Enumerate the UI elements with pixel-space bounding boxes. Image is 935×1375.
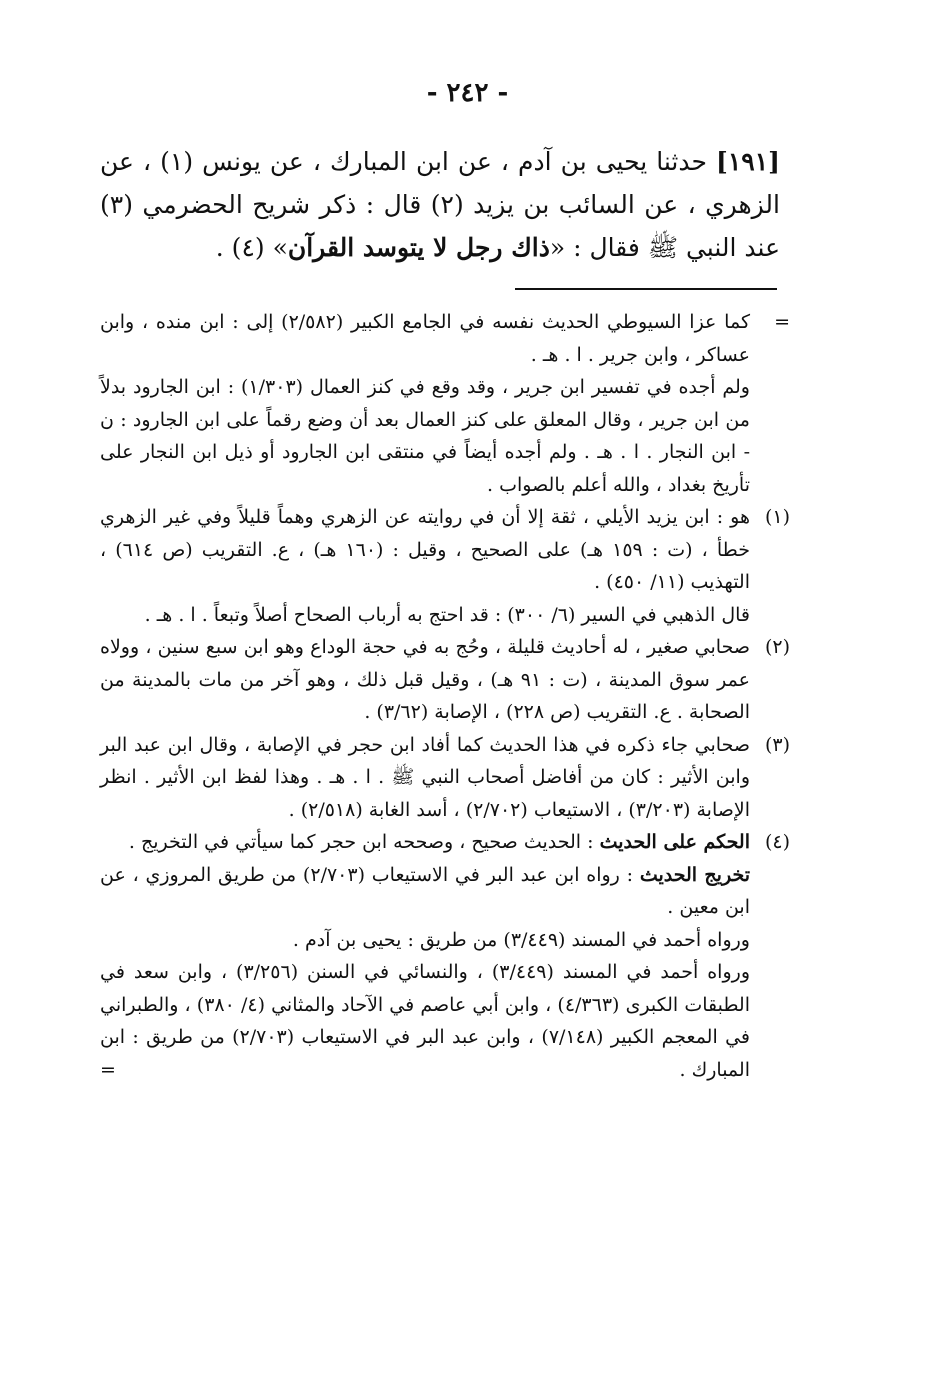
- hadith-number: [١٩١]: [716, 147, 780, 176]
- footnote-marker: (١): [764, 506, 790, 528]
- footnote-4: [100, 826, 790, 859]
- footnote-label: تخريج الحديث: [639, 863, 750, 886]
- footnote-1: [100, 501, 790, 599]
- footnote-text: : رواه ابن عبد البر في الاستيعاب (٢/٧٠٣) من طريق المروزي ، عن ابن معين .: [100, 863, 750, 918]
- footnote-text: هو : ابن يزيد الأيلي ، ثقة إلا أن في روايته عن الزهري وهماً قليلاً وفي غير الزهري خطأ ، (ت : ١٥٩ هـ) على الصحيح ، وقيل : (١٦٠ هـ) ، ع. التقريب (ص ٦١٤) ، التهذيب (١١/ ٤٥٠) .: [100, 506, 750, 593]
- hadith-body: حدثنا يحيى بن آدم ، عن ابن المبارك ، عن يونس (١) ، عن الزهري ، عن السائب بن يزيد (٢) قال : ذكر شريح الحضرمي (٣) عند النبي ﷺ فقال : «: [100, 147, 780, 262]
- footnote-divider: [515, 288, 777, 290]
- footnote-paragraph: قال الذهبي في السير (٦/ ٣٠٠) : قد احتج به أرباب الصحاح أصلاً وتبعاً . ا . هـ .: [144, 603, 750, 626]
- footnote-paragraph: [100, 956, 790, 1086]
- page-number: - ٢٤٢ -: [426, 78, 509, 108]
- footnote-2: [100, 631, 790, 729]
- footnote-paragraph: ولم أجده في تفسير ابن جرير ، وقد وقع في كنز العمال (١/٣٠٣) : ابن الجارود بدلاً من ابن جرير ، وقال المعلق على كنز العمال بعد أن وضع رقماً على ابن الجارود : ن - ابن النجار . ا . هـ . ولم أجده أيضاً في منتقى ابن الجارود أو ذيل ابن النجار على تأريخ بغداد ، والله أعلم بالصواب .: [100, 376, 750, 496]
- hadith-quote: ذاك رجل لا يتوسد القرآن: [287, 233, 550, 262]
- footnote-text: صحابي جاء ذكره في هذا الحديث كما أفاد ابن حجر في الإصابة ، وقال ابن عبد البر وابن الأثير : كان من أفاضل أصحاب النبي ﷺ . ا . هـ . وهذا لفظ ابن الأثير . انظر الإصابة (٣/٢٠٣) ، الاستيعاب (٢/٧٠٢) ، أسد الغابة (٢/٥١٨) .: [100, 733, 750, 821]
- footnote-3: [100, 729, 790, 827]
- footnote-text: ورواه أحمد في المسند (٣/٤٤٩) ، والنسائي في السنن (٣/٢٥٦) ، وابن سعد في الطبقات الكبرى (٤/٣٦٣) ، وابن أبي عاصم في الآحاد والمثاني (٤/ ٣٨٠) ، والطبراني في المعجم الكبير (٧/١٤٨) ، وابن عبد البر في الاستيعاب (٢/٧٠٣) من طريق : ابن المبارك .: [100, 961, 750, 1081]
- footnote-label: الحكم على الحديث: [599, 831, 750, 853]
- footnote-marker: (٢): [764, 636, 790, 658]
- hadith-ending: » (٤) .: [215, 233, 288, 262]
- footnote-text: صحابي صغير ، له أحاديث قليلة ، وحُج به في حجة الوداع وهو ابن سبع سنين ، وولاه عمر سوق المدينة ، (ت : ٩١ هـ) ، وقيل قبل ذلك ، وهو آخر من مات بالمدينة من الصحابة . ع. التقريب (ص ٢٢٨) ، الإصابة (٣/٦٢) .: [100, 636, 750, 723]
- hadith-text: [100, 140, 780, 269]
- footnote-continued: [100, 306, 790, 371]
- footnote-paragraph: ورواه أحمد في المسند (٣/٤٤٩) من طريق : يحيى بن آدم .: [292, 928, 750, 951]
- footnote-paragraph: [100, 859, 790, 924]
- footnote-marker: (٤): [764, 831, 790, 853]
- footnote-marker: (٣): [764, 733, 790, 756]
- continuation-marker: =: [100, 1058, 116, 1081]
- footnote-marker: =: [774, 311, 790, 333]
- footnote-text: : الحديث صحيح ، وصححه ابن حجر كما سيأتي في التخريج .: [128, 831, 594, 853]
- footnote-text: كما عزا السيوطي الحديث نفسه في الجامع الكبير (٢/٥٨٢) إلى : ابن منده ، وابن عساكر ، وابن جرير . ا . هـ .: [100, 311, 750, 366]
- footnotes: [100, 306, 790, 1086]
